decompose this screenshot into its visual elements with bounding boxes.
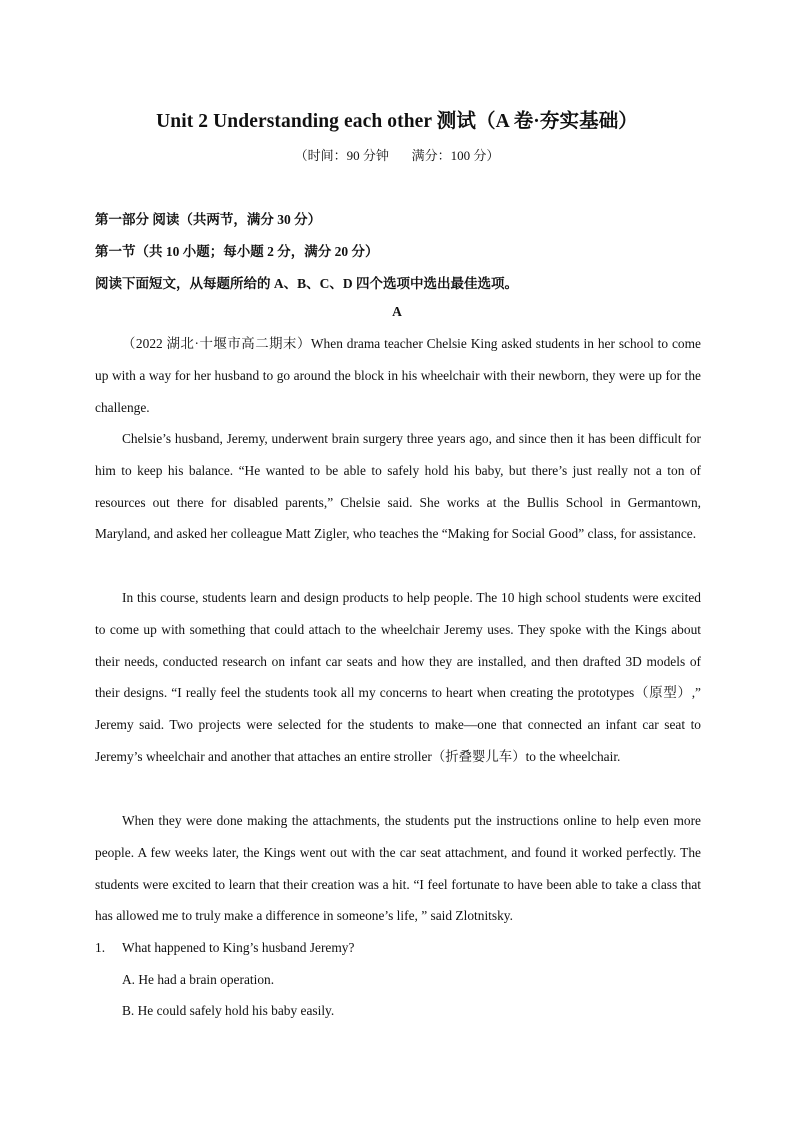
passage-paragraph-1: （2022 湖北·十堰市高二期末）When drama teacher Chelsie King asked students in her school to come up with a way for her husband to go around the block in his wheelchair with their newborn, they were up for the challenge.	[95, 336, 701, 415]
passage-letter: A	[392, 304, 402, 319]
directions-text: 阅读下面短文，从每题所给的 A、B、C、D 四个选项中选出最佳选项。	[95, 276, 519, 291]
exam-time-score: （时间：90 分钟 满分：100 分）	[294, 148, 500, 163]
passage-paragraph-3: In this course, students learn and design products to help people. The 10 high school students were excited to come up with something that could attach to the wheelchair Jeremy uses. They spoke with the Kings about their needs, conducted research on infant car seats and how they are installed, and then drafted 3D models of their designs. “I really feel the students took all my concerns to heart when creating the prototypes（原型）,” Jeremy said. Two projects were selected for the students to make—one that connected an infant car seat to Jeremy’s wheelchair and another that attaches an entire stroller（折叠婴儿车）to the wheelchair.	[95, 590, 701, 764]
document-title: Unit 2 Understanding each other 测试（A 卷·夯实基础）	[156, 111, 638, 132]
part-heading: 第一部分 阅读（共两节，满分 30 分）	[95, 212, 322, 227]
passage-paragraph-4: When they were done making the attachments, the students put the instructions online to help even more people. A few weeks later, the Kings went out with the car seat attachment, and found it worked perfectly. The students were excited to learn that their creation was a hit. “I feel fortunate to have been able to take a class that has allowed me to truly make a difference in someone’s life, ” said Zlotnitsky.	[95, 813, 701, 924]
section-heading: 第一节（共 10 小题；每小题 2 分，满分 20 分）	[95, 244, 379, 259]
question-number: 1.	[95, 940, 106, 955]
question-1-option-b: B. He could safely hold his baby easily.	[122, 1003, 335, 1018]
question-1-option-a: A. He had a brain operation.	[122, 972, 275, 987]
question-1	[95, 940, 354, 956]
question-stem: What happened to King’s husband Jeremy?	[122, 940, 355, 955]
passage-paragraph-2: Chelsie’s husband, Jeremy, underwent brain surgery three years ago, and since then it has been difficult for him to keep his balance. “He wanted to be able to safely hold his baby, but there’s just really not a ton of resources out there for disabled parents,” Chelsie said. She works at the Bullis School in Germantown, Maryland, and asked her colleague Matt Zigler, who teaches the “Making for Social Good” class, for assistance.	[95, 431, 701, 542]
